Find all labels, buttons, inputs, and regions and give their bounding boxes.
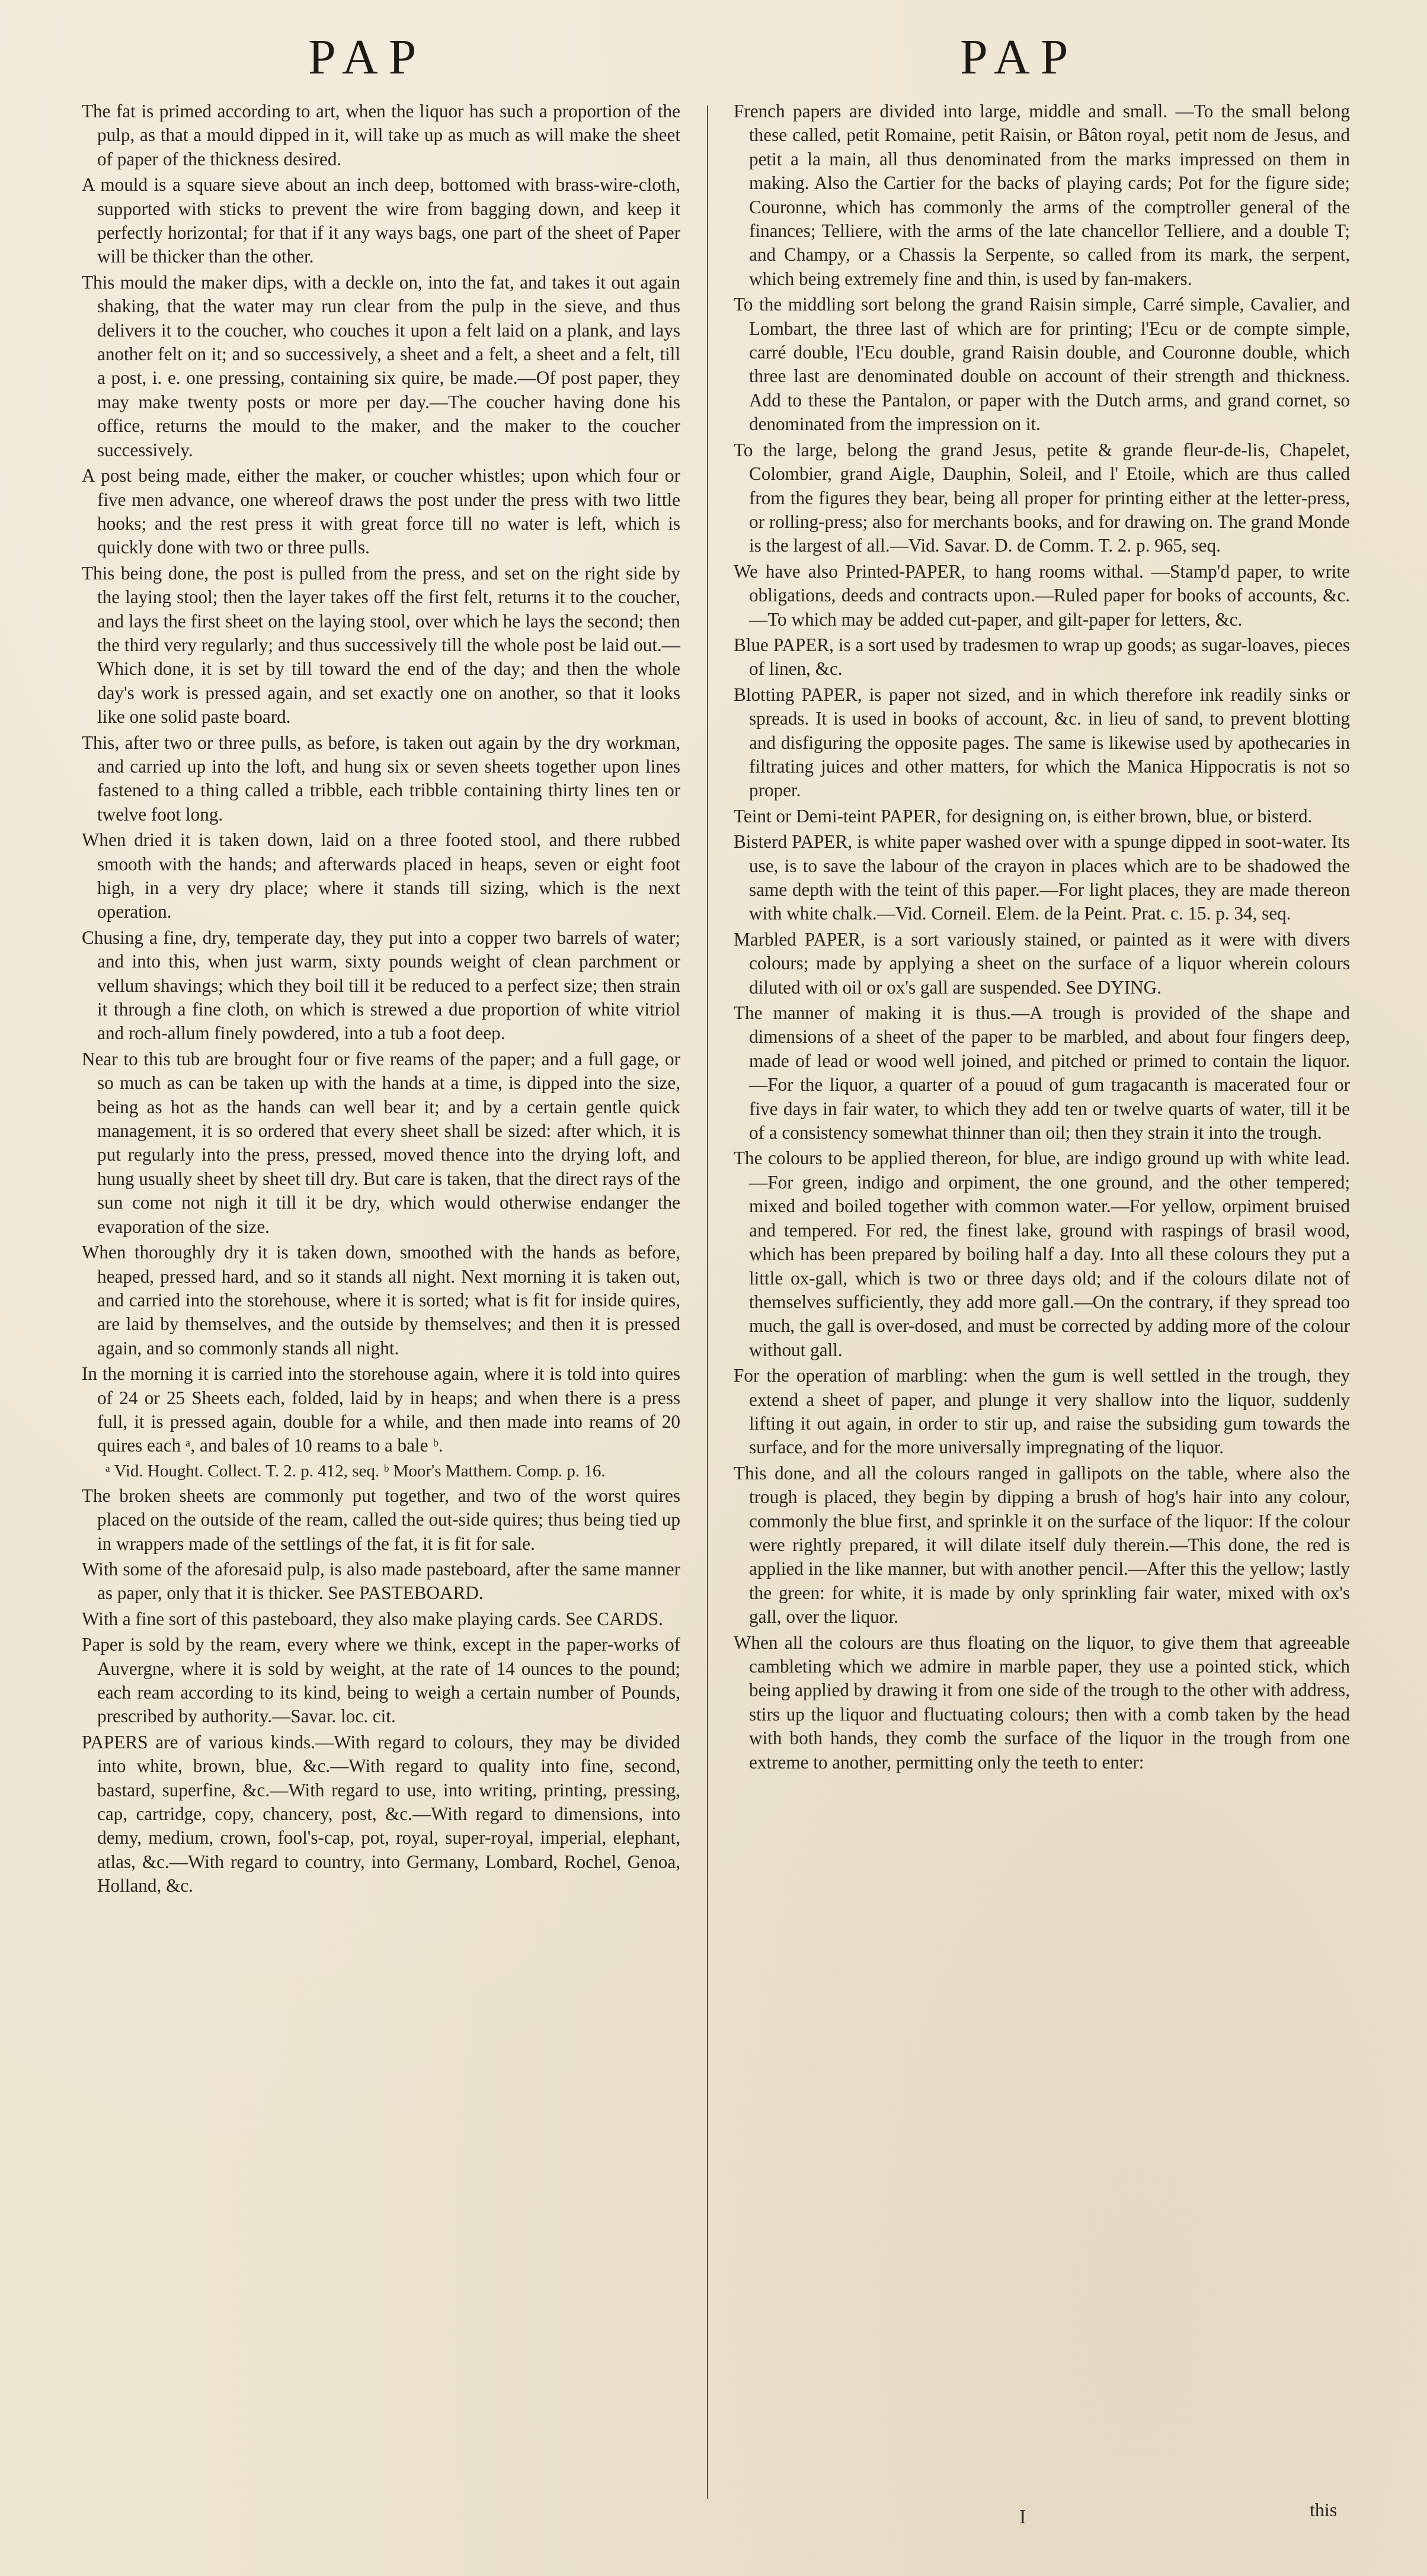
paragraph: Chusing a fine, dry, temperate day, they put into a copper two barrels of water; and into this, when just warm, sixty pounds weight of clean parchment or vellum shavings; which they boil till it be reduced to a perfect size; then strain it through a fine cloth, on which is strewed a due proportion of white vitriol and roch-allum finely powdered, into a tub a foot deep. (82, 927, 680, 1044)
paragraph: A mould is a square sieve about an inch deep, bottomed with brass-wire-cloth, supported with sticks to prevent the wire from bagging down, and keep it perfectly horizontal; for that if it any ways bags, one part of the sheet of Paper will be thicker than the other. (82, 174, 680, 267)
paragraph: To the large, belong the grand Jesus, petite & grande fleur-de-lis, Chapelet, Colombier, grand Aigle, Dauphin, Soleil, and l' Etoile, which are thus called from the figures they bear, being all proper for printing either at the letter-press, or rolling-press; also for merchants books, and for drawing on. The grand Monde is the largest of all.—Vid. Savar. D. de Comm. T. 2. p. 965, seq. (734, 439, 1350, 556)
paragraph: Teint or Demi-teint PAPER, for designing on, is either brown, blue, or bisterd. (734, 805, 1313, 826)
paragraph: Near to this tub are brought four or five reams of the paper; and a full gage, or so much as can be taken up with the hands at a time, is dipped into the size, being as hot as the hands can well bear it; and by a certain gentle quick management, it is so ordered that every sheet shall be sized: after which, it is put regularly into the press, pressed, moved thence into the drying loft, and hung usually sheet by sheet till dry. But care is taken, that the direct rays of the sun come not nigh it till it be dry, which would otherwise endanger the evaporation of the size. (82, 1048, 680, 1237)
paragraph: A post being made, either the maker, or coucher whistles; upon which four or five men advance, one whereof draws the post under the press with two little hooks; and the rest press it with great force till no water is left, which is quickly done with two or three pulls. (82, 465, 680, 558)
paragraph: The colours to be applied thereon, for blue, are indigo ground up with white lead.—For green, indigo and orpiment, the one ground, and the other tempered; mixed and boiled together with common water.—For yellow, orpiment bruised and tempered. For red, the finest lake, ground with raspings of brasil wood, which has been prepared by boiling half a day. Into all these colours they put a little ox-gall, which is two or three days old; and if the colours dilate not of themselves sufficiently, they add more gall.—On the contrary, if they spread too much, the gall is over-dosed, and must be corrected by adding more of the colour without gall. (734, 1148, 1350, 1360)
paragraph: With some of the aforesaid pulp, is also made pasteboard, after the same manner as paper, only that it is thicker. See PASTEBOARD. (82, 1558, 680, 1604)
paragraph: PAPERS are of various kinds.—With regard to colours, they may be divided into white, brown, blue, &c.—With regard to quality into fine, second, bastard, superfine, &c.—With regard to use, into writing, printing, pressing, cap, cartridge, copy, chancery, post, &c.—With regard to dimensions, into demy, medium, crown, fool's-cap, pot, royal, super-royal, imperial, elephant, atlas, &c.—With regard to country, into Germany, Lombard, Rochel, Genoa, Holland, &c. (82, 1731, 680, 1896)
column-rule (707, 105, 708, 2499)
paragraph: When dried it is taken down, laid on a three footed stool, and there rubbed smooth with the hands; and afterwards placed in heaps, seven or eight foot high, in a very dry place; where it stands till sizing, which is the next operation. (82, 829, 680, 922)
paragraph: When all the colours are thus floating on the liquor, to give them that agreeable cambleting which we admire in marble paper, they use a pointed stick, which being applied by drawing it from one side of the trough to the other with address, stirs up the liquor and fluctuating colours; then with a comb taken by the head with both hands, they comb the surface of the liquor in the trough from one extreme to another, permitting only the teeth to enter: (734, 1632, 1350, 1773)
left-column (82, 100, 680, 1900)
paragraph: We have also Printed-PAPER, to hang rooms withal. —Stamp'd paper, to write obligations, deeds and contracts upon.—Ruled paper for books of accounts, &c.—To which may be added cut-paper, and gilt-paper for letters, &c. (734, 560, 1350, 630)
signature-mark: I (1019, 2506, 1026, 2528)
paragraph: Marbled PAPER, is a sort variously stained, or painted as it were with divers colours; made by applying a sheet on the surface of a liquor wherein colours diluted with oil or ox's gall are suspended. See DYING. (734, 928, 1350, 998)
footnote: ᵃ Vid. Hought. Collect. T. 2. p. 412, seq. ᵇ Moor's Matthem. Comp. p. 16. (105, 1461, 606, 1481)
catchword: this (1310, 2499, 1338, 2520)
paragraph: Paper is sold by the ream, every where we think, except in the paper-works of Auvergne, where it is sold by weight, at the rate of 14 ounces to the pound; each ream according to its kind, being to weigh a certain number of Pounds, prescribed by authority.—Savar. loc. cit. (82, 1634, 680, 1727)
paragraph: Blue PAPER, is a sort used by tradesmen to wrap up goods; as sugar-loaves, pieces of linen, &c. (734, 634, 1350, 680)
paragraph: In the morning it is carried into the storehouse again, where it is told into quires of 24 or 25 Sheets each, folded, laid by in heaps; and when there is a press full, it is pressed again, double for a while, and then made into reams of 20 quires each ᵃ, and bales of 10 reams to a bale ᵇ. (82, 1363, 680, 1456)
paragraph: This being done, the post is pulled from the press, and set on the right side by the laying stool; then the layer takes off the first felt, returns it to the coucher, and lays the first sheet on the laying stool, over which he lays the second; then the third very regularly; and thus successively till the whole post be laid out.—Which done, it is set by till toward the end of the day; and then the whole day's work is pressed again, and set exactly one on another, so that it looks like one solid paste board. (82, 562, 680, 728)
paragraph: The fat is primed according to art, when the liquor has such a proportion of the pulp, as that a mould dipped in it, will take up as much as will make the sheet of paper of the thickness desired. (82, 101, 680, 169)
paragraph: Blotting PAPER, is paper not sized, and in which therefore ink readily sinks or spreads. It is used in books of account, &c. in lieu of sand, to prevent blotting and disfiguring the opposite pages. The same is likewise used by apothecaries in filtrating juices and other matters, for which the Manica Hippocratis is not so proper. (734, 684, 1350, 801)
paragraph: This done, and all the colours ranged in gallipots on the table, where also the trough is placed, they begin by dipping a brush of hog's hair into any colour, commonly the blue first, and sprinkle it on the surface of the liquor: If the colour were rightly prepared, it will dilate itself duly therein.—This done, the red is applied in the like manner, but with another pencil.—After this the yellow; lastly the green: for white, it is made by only sprinkling fair water, mixed with ox's gall, over the liquor. (734, 1462, 1350, 1627)
right-column (734, 100, 1350, 1776)
running-head-left: PAP (308, 30, 427, 85)
paragraph: For the operation of marbling: when the gum is well settled in the trough, they extend a sheet of paper, and plunge it very shallow into the liquor, suddenly lifting it out again, in order to stir up, and raise the subsiding gum towards the surface, and for the more universally impregnating of the liquor. (734, 1365, 1350, 1458)
paragraph: This, after two or three pulls, as before, is taken out again by the dry workman, and carried up into the loft, and hung six or seven sheets together upon lines fastened to a thing called a tribble, each tribble containing thirty lines ten or twelve foot long. (82, 732, 680, 825)
paragraph: To the middling sort belong the grand Raisin simple, Carré simple, Cavalier, and Lombart, the three last of which are for printing; l'Ecu or de compte simple, carré double, l'Ecu double, grand Raisin double, and Couronne double, which three last are denominated double on account of their strength and thickness. Add to these the Pantalon, or paper with the Dutch arms, and grand cornet, so denominated from the impression on it. (734, 294, 1350, 435)
paragraph: The broken sheets are commonly put together, and two of the worst quires placed on the outside of the ream, called the out-side quires; thus being tied up in wrappers made of the settlings of the fat, it is fit for sale. (82, 1485, 680, 1554)
paragraph: This mould the maker dips, with a deckle on, into the fat, and takes it out again shaking, that the water may run clear from the pulp in the sieve, and thus delivers it to the coucher, who couches it upon a felt laid on a plank, and lays another felt on it; and so successively, a sheet and a felt, a sheet and a felt, till a post, i. e. one pressing, containing six quire, be made.—Of post paper, they may make twenty posts or more per day.—The coucher having done his office, returns the mould to the maker, and the maker to the coucher successively. (82, 271, 680, 460)
paragraph: With a fine sort of this pasteboard, they also make playing cards. See CARDS. (82, 1608, 663, 1629)
paragraph: French papers are divided into large, middle and small. —To the small belong these called, petit Romaine, petit Raisin, or Bâton royal, petit nom de Jesus, and petit a la main, all thus denominated from the marks impressed on them in making. Also the Cartier for the backs of playing cards; Pot for the figure side; Couronne, which has commonly the arms of the comptroller general of the finances; Telliere, with the arms of the late chancellor Telliere, and a double T; and Champy, or a Chassis la Serpente, so called from its mark, the serpent, which being extremely fine and thin, is used by fan-makers. (734, 101, 1350, 289)
paragraph: Bisterd PAPER, is white paper washed over with a spunge dipped in soot-water. Its use, is to save the labour of the crayon in places which are to be shadowed the same depth with the teint of this paper.—For light places, they are made thereon with white chalk.—Vid. Corneil. Elem. de la Peint. Prat. c. 15. p. 34, seq. (734, 831, 1350, 924)
paragraph: When thoroughly dry it is taken down, smoothed with the hands as before, heaped, pressed hard, and so it stands all night. Next morning it is taken out, and carried into the storehouse, where it is sorted; what is fit for inside quires, are laid by themselves, and the outside by themselves; and then it is pressed again, and so commonly stands all night. (82, 1242, 680, 1359)
paragraph: The manner of making it is thus.—A trough is provided of the shape and dimensions of a sheet of the paper to be marbled, and about four fingers deep, made of lead or wood well joined, and pitched or primed to contain the liquor. —For the liquor, a quarter of a pouud of gum tragacanth is macerated four or five days in fair water, to which they add ten or twelve quarts of water, till it be of a consistency somewhat thinner than oil; then they strain it into the trough. (734, 1002, 1350, 1143)
running-head-right: PAP (960, 30, 1079, 85)
